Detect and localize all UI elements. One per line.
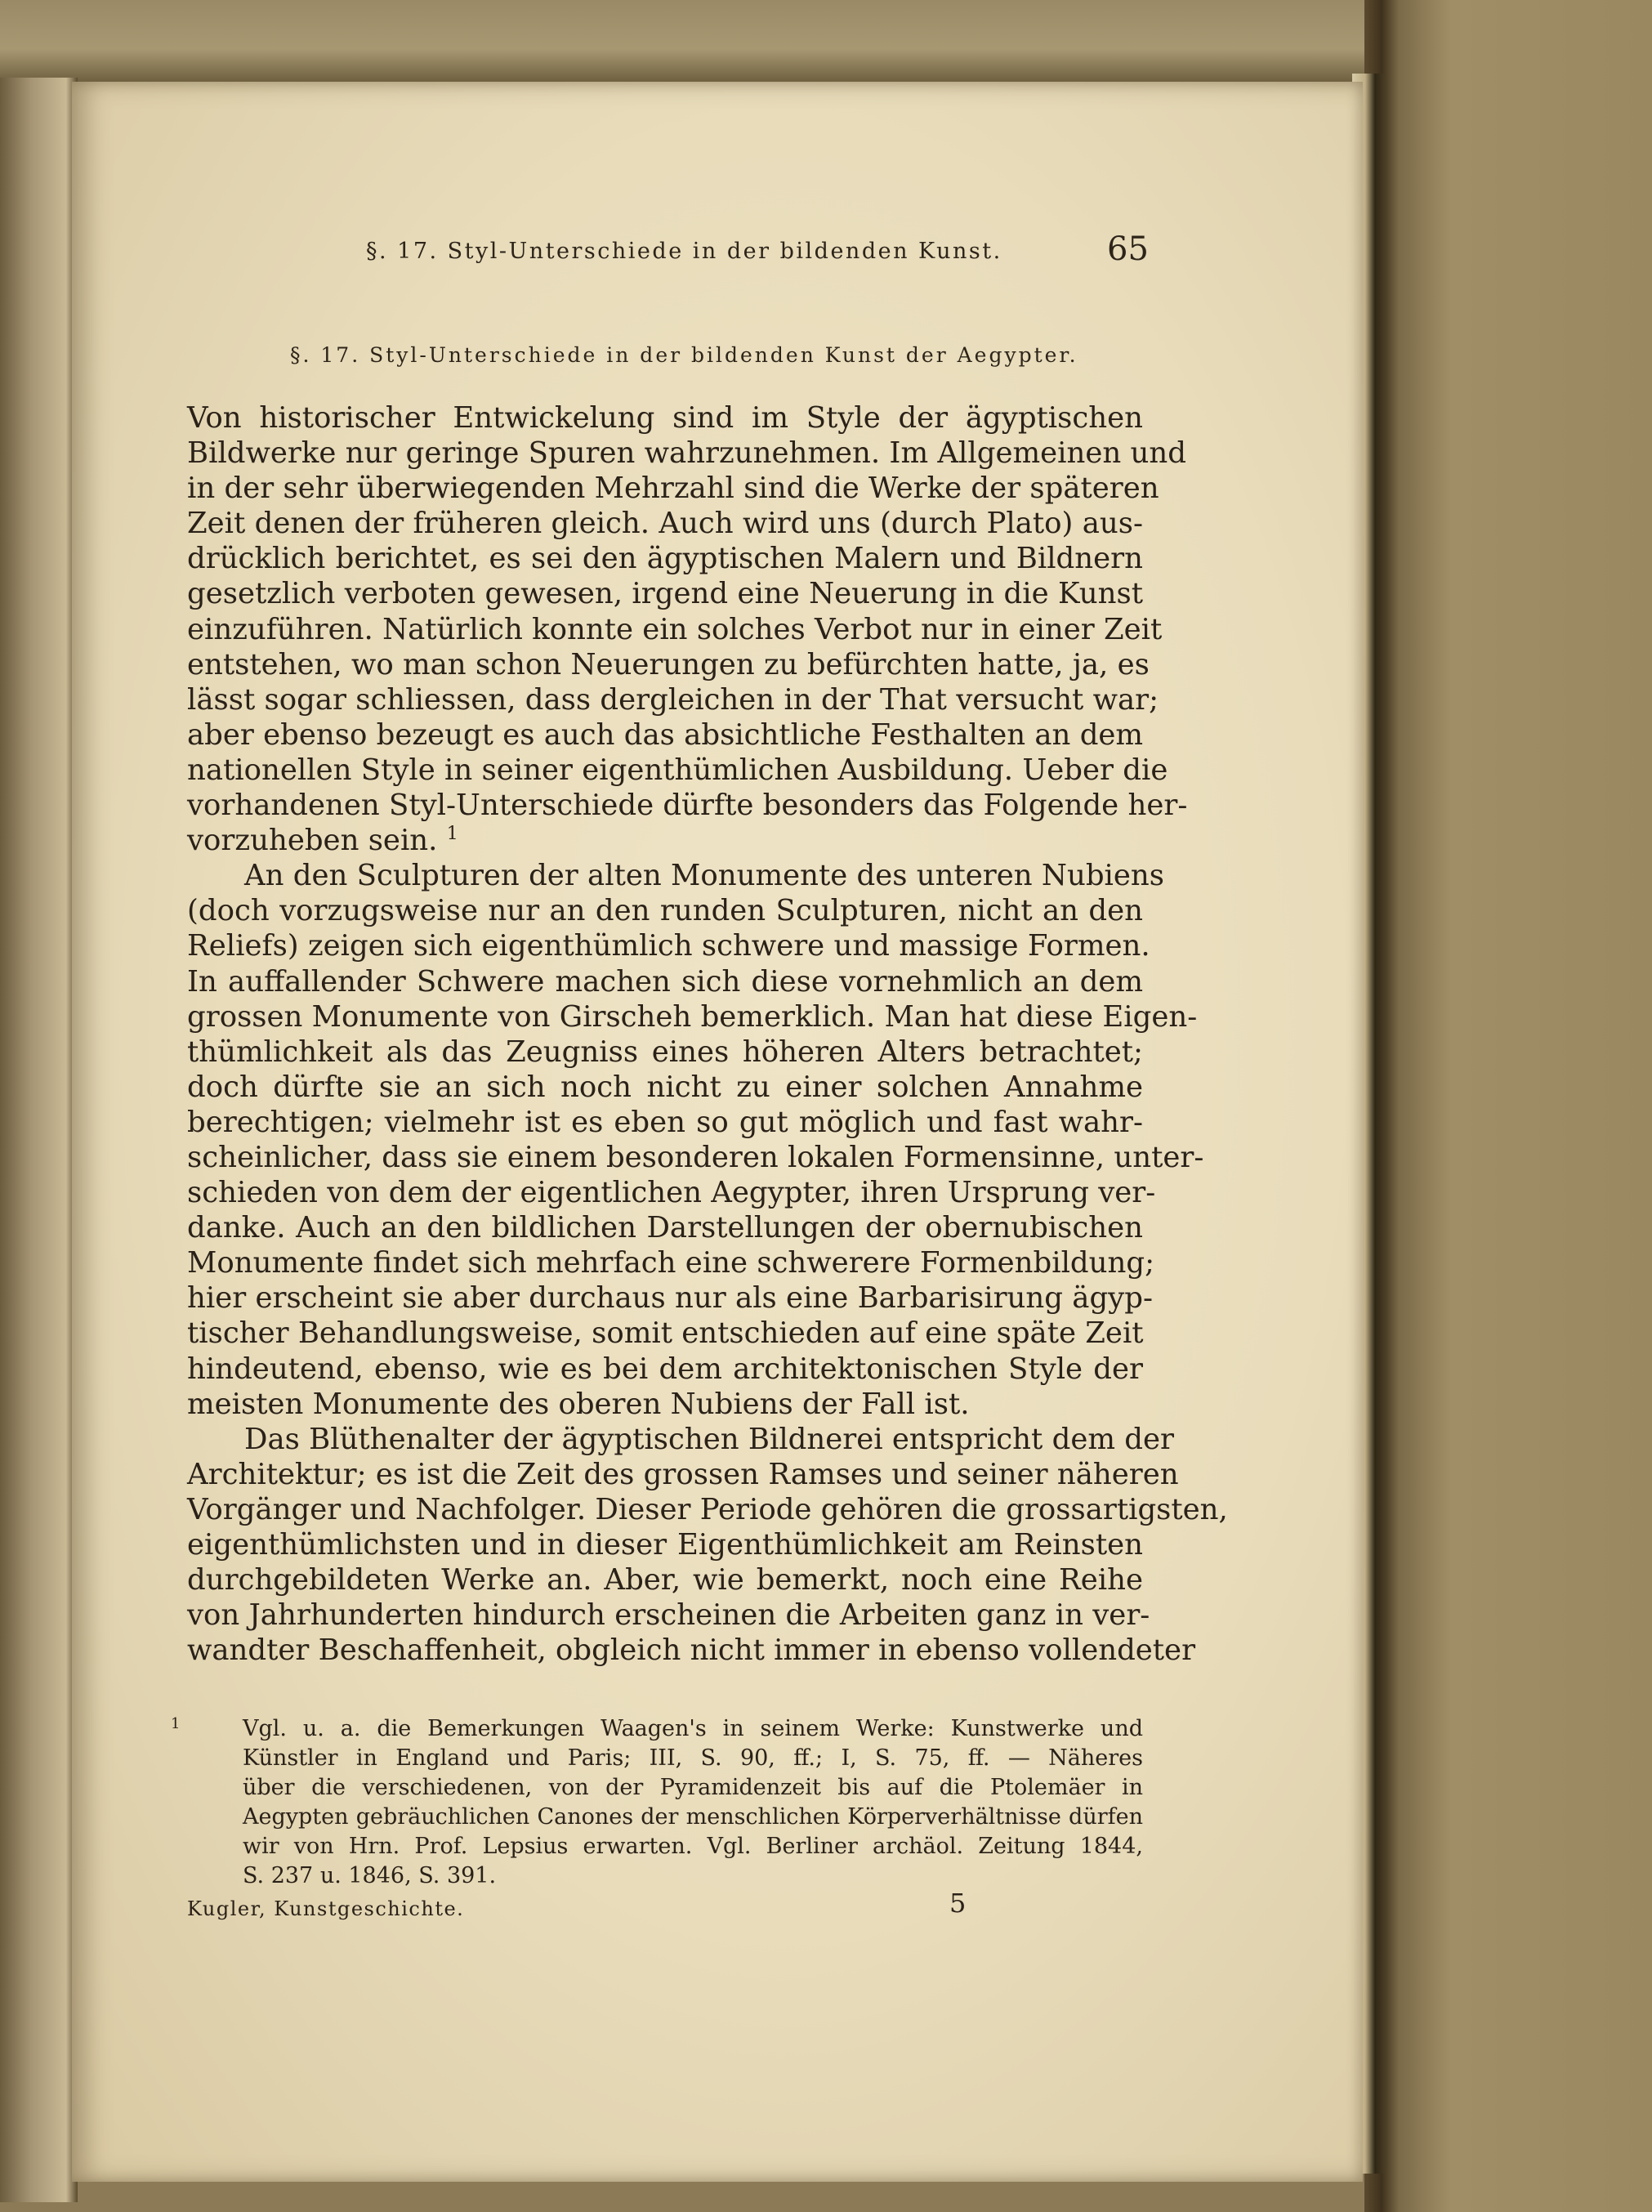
text-line: drücklich berichtet, es sei den ägyptischen Malern und Bildnern — [187, 542, 1143, 576]
text-line: grossen Monumente von Girscheh bemerklich. Man hat diese Eigen- — [187, 999, 1198, 1034]
footnote — [171, 1714, 1143, 1891]
text-line: tischer Behandlungsweise, somit entschieden auf eine späte Zeit — [187, 1316, 1144, 1351]
text-line: durchgebildeten Werke an. Aber, wie bemerkt, noch eine Reihe — [187, 1563, 1143, 1598]
text-line: (doch vorzugsweise nur an den runden Sculpturen, nicht an den — [187, 894, 1143, 928]
text-line: in der sehr überwiegenden Mehrzahl sind die Werke der späteren — [187, 471, 1159, 506]
text-line: vorzuheben sein. — [187, 824, 438, 858]
text-line: nationellen Style in seiner eigenthümlichen Ausbildung. Ueber die — [187, 753, 1168, 787]
footnote-line: Aegypten gebräuchlichen Canones der menschlichen Körperverhältnisse dürfen — [243, 1804, 1143, 1830]
text-line: entstehen, wo man schon Neuerungen zu befürchten hatte, ja, es — [187, 647, 1150, 681]
text-line: von Jahrhunderten hindurch erscheinen die Arbeiten ganz in ver- — [187, 1598, 1150, 1633]
text-line: In auffallender Schwere machen sich diese vornehmlich an dem — [187, 964, 1143, 999]
text-line: An den Sculpturen der alten Monumente des unteren Nubiens — [244, 859, 1164, 893]
text-line: danke. Auch an den bildlichen Darstellungen der obernubischen — [187, 1211, 1143, 1245]
text-line: Bildwerke nur geringe Spuren wahrzunehmen. Im Allgemeinen und — [187, 436, 1186, 471]
text-line: Vorgänger und Nachfolger. Dieser Periode gehören die grossartigsten, — [187, 1492, 1228, 1526]
left-page-edge — [0, 78, 78, 2202]
footnote-line: wir von Hrn. Prof. Lepsius erwarten. Vgl. Berliner archäol. Zeitung 1844, — [243, 1834, 1143, 1859]
text-line: aber ebenso bezeugt es auch das absichtliche Festhalten an dem — [187, 717, 1144, 752]
text-line: wandter Beschaffenheit, obgleich nicht immer in ebenso vollendeter — [187, 1633, 1196, 1668]
running-head-title: §. 17. Styl-Unterschiede in der bildenden Kunst. — [366, 239, 1002, 264]
footnote-line: über die verschiedenen, von der Pyramidenzeit bis auf die Ptolemäer in — [243, 1775, 1143, 1800]
text-line: hindeutend, ebenso, wie es bei dem architektonischen Style der — [187, 1352, 1143, 1386]
text-line: schieden von dem der eigentlichen Aegypter, ihren Ursprung ver- — [187, 1176, 1156, 1210]
text-line: Zeit denen der früheren gleich. Auch wird uns (durch Plato) aus- — [187, 507, 1143, 541]
text-line: eigenthümlichsten und in dieser Eigenthümlichkeit am Reinsten — [187, 1528, 1143, 1562]
book-cover-right — [1364, 0, 1652, 2212]
text-line: Monumente findet sich mehrfach eine schwerere Formenbildung; — [187, 1246, 1155, 1280]
footnote-line: Künstler in England und Paris; III, S. 90, ff.; I, S. 75, ff. — Näheres — [243, 1745, 1143, 1771]
printer-signature: Kugler, Kunstgeschichte. — [187, 1897, 465, 1920]
text-line-with-footnote-ref — [187, 823, 1143, 858]
text-line: Das Blüthenalter der ägyptischen Bildnerei entspricht dem der — [244, 1422, 1174, 1456]
footnote-line: S. 237 u. 1846, S. 391. — [243, 1863, 497, 1888]
signature-number: 5 — [949, 1888, 967, 1919]
page-number: 65 — [1107, 230, 1149, 268]
text-line: berechtigen; vielmehr ist es eben so gut möglich und fast wahr- — [187, 1105, 1143, 1139]
footnote-line — [171, 1714, 1143, 1744]
footnote-ref: 1 — [446, 824, 458, 845]
text-line: einzuführen. Natürlich konnte ein solches Verbot nur in einer Zeit — [187, 612, 1163, 646]
text-line: doch dürfte sie an sich noch nicht zu einer solchen Annahme — [187, 1070, 1143, 1104]
text-line: Architektur; es ist die Zeit des grossen Ramses und seiner näheren — [187, 1457, 1179, 1491]
text-line: lässt sogar schliessen, dass dergleichen in der That versucht war; — [187, 682, 1159, 717]
running-head — [0, 230, 1652, 279]
text-line: Von historischer Entwickelung sind im Style der ägyptischen — [187, 401, 1143, 435]
footnote-marker: 1 — [171, 1715, 181, 1732]
footnote-line-text: Vgl. u. a. die Bemerkungen Waagen's in seinem Werke: Kunstwerke und — [243, 1716, 1143, 1741]
body-text — [187, 400, 1228, 1668]
section-title: §. 17. Styl-Unterschiede in der bildenden Kunst der Aegypter. — [290, 343, 1078, 367]
text-line: meisten Monumente des oberen Nubiens der Fall ist. — [187, 1387, 970, 1421]
text-line: Reliefs) zeigen sich eigenthümlich schwere und massige Formen. — [187, 929, 1150, 963]
text-line: thümlichkeit als das Zeugniss eines höheren Alters betrachtet; — [187, 1035, 1143, 1069]
text-line: scheinlicher, dass sie einem besonderen lokalen Formensinne, unter- — [187, 1140, 1204, 1174]
text-line: gesetzlich verboten gewesen, irgend eine Neuerung in die Kunst — [187, 577, 1143, 611]
text-line: vorhandenen Styl-Unterschiede dürfte besonders das Folgende her- — [187, 789, 1188, 823]
text-line: hier erscheint sie aber durchaus nur als eine Barbarisirung ägyp- — [187, 1281, 1153, 1316]
